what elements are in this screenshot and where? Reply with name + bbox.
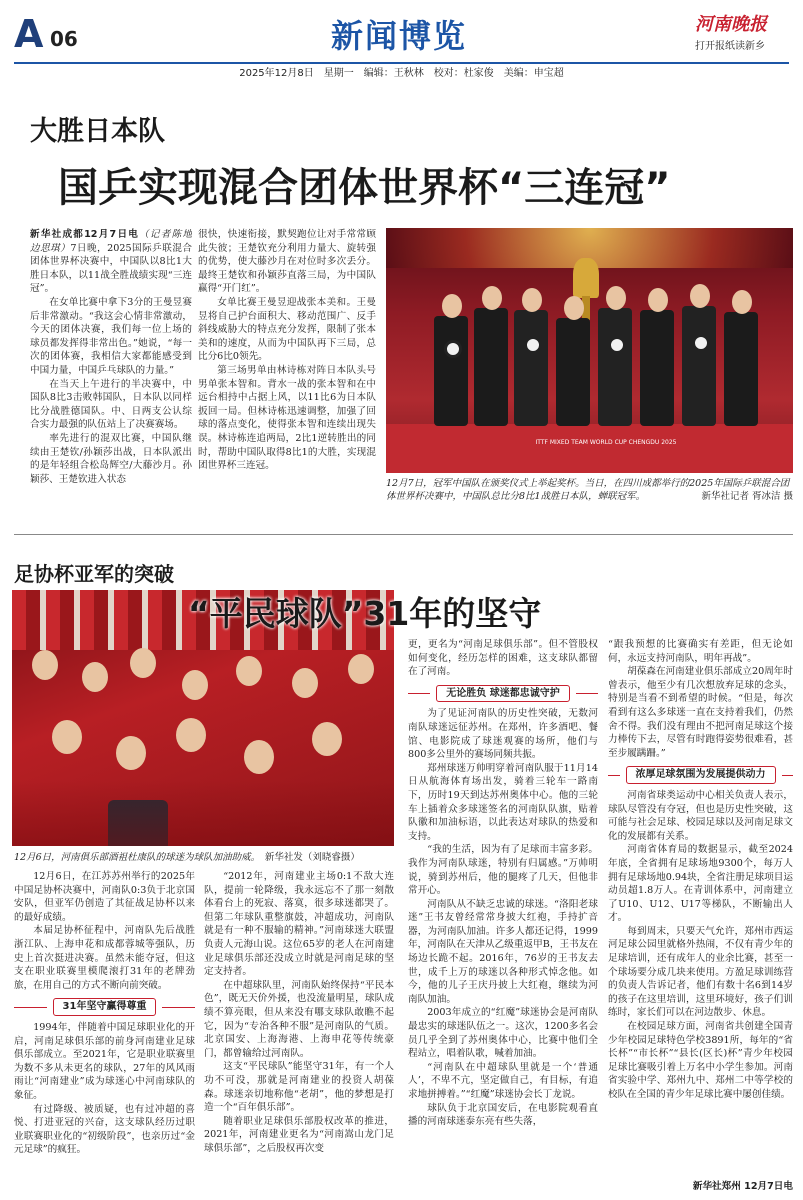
masthead (14, 12, 789, 62)
subhead-label: 浓厚足球氛围为发展提供动力 (626, 766, 776, 784)
story2-caption (14, 851, 394, 864)
story1-caption-credit: 新华社记者 胥冰洁 摄 (701, 491, 793, 502)
story2-p7: 这支“平民球队”能坚守31年，有一个人功不可没，那就是河南建业的投资人胡葆森。球迷亲切地称他“老胡”，他的梦想是打造一个“百年俱乐部”。 (204, 1061, 394, 1114)
player-head (606, 286, 626, 310)
paper-logo: 河南晚报 (695, 14, 767, 35)
section-title: 新闻博览 (330, 17, 467, 55)
story2-caption-text: 12月6日，河南俱乐部酒祖杜康队的球迷为球队加油助威。 (14, 852, 256, 863)
story2-p5: “2012年，河南建业主场0:1不敌大连队，提前一轮降级，我永远忘不了那一刻散体看台上的死寂、落寞，很多球迷都哭了。但第二年球队重整旗鼓，冲超成功，河南队就是有一种不服输的精神。”河南球迷大联盟负责人元海山说。这位65岁的老人在河南建业足球俱乐部还没成立时就是河南足球的坚定支持者。 (204, 871, 394, 978)
story2-p21: 每到周末，只要天气允许，郑州市西运河足球公园里就格外热闹，不仅有青少年的足球培训，还有成年人的业余比赛，甚至一个球场要分成几块来使用。方盈足球训练营的负责人告诉记者，他们有数十名6到14岁的孩子在这里培训，这里环境好，孩子们训练时，家长们可以在河边散步、休息。 (608, 925, 793, 1019)
story2-p19: 河南省球类运动中心相关负责人表示，球队尽管没有夺冠，但也是历史性突破，这可能与社会足球、校园足球以及河南足球文化的发展都有关系。 (608, 789, 793, 842)
story2-subhead3 (608, 766, 793, 784)
player (556, 318, 590, 426)
story1-reporter: （记者陈地 边思琪） (30, 229, 192, 254)
story2-p6: 在中超球队里，河南队始终保持“平民本色”，既无天价外援，也没流量明星，球队成绩不算亮眼，但从来没有哪支球队敢瞧不起它，因为“专治各种不服”是河南队的气质。北京国安、上海海港、上海申花等传统豪门，都曾输给过河南队。 (204, 979, 394, 1059)
story-divider (14, 534, 793, 535)
story2-headline: “平民球队”31年的坚守 (188, 594, 542, 633)
story2-p8: 随着职业足球俱乐部股权改革的推进，2021年，河南建业更名为“河南嵩山龙门足球俱乐部”，之后股权再次变 (204, 1115, 394, 1154)
story1-caption (386, 477, 793, 503)
page-number: 06 (50, 27, 78, 51)
story2-p17: “跟我预想的比赛确实有差距，但无论如何，永远支持河南队，明年再战”。 (608, 639, 793, 664)
photo-shade (12, 780, 394, 846)
story2-p13: 河南队从不缺乏忠诚的球迷。“洛阳老球迷”王书友曾经常常身披大红袍，手持扩音器，为河南队加油。许多人都还记得，1999年，河南队在天津从乙级重返甲B，王书友在场边长跪不起。2016年，76岁的王书友去世，成千上万的球迷以各种形式悼念他。如今，他的儿子王庆丹披上大红袍，继续为河南队加油。 (408, 898, 598, 1005)
story1-p3: 在当天上午进行的半决赛中，中国队8比3击败韩国队，日本队以同样比分战胜德国队。中、日两支公认综合实力最强的队伍站上了决赛赛场。 (30, 378, 192, 431)
story2-p16: 球队负于北京国安后，在电影院观看直播的河南球迷泰东亮有些失落， (408, 1102, 598, 1128)
panda-mascot-icon (444, 340, 462, 358)
player-head (522, 288, 542, 312)
story2-p3: 1994年，伴随着中国足球职业化的开启，河南足球俱乐部的前身河南建业足球俱乐部成立。至2021年，它是职业联赛里为数不多从未更名的球队，27年的风风雨雨让“河南建业”成为球迷心中河南球队的象征。 (14, 1021, 195, 1101)
story2-col3 (408, 638, 598, 1196)
fan-head (236, 656, 262, 686)
story1-caption-text: 12月7日，冠军中国队在颁奖仪式上举起奖杯。当日，在四川成都举行的2025年国际乒联混合团体世界杯决赛中，中国队总比分8比1战胜日本队，蝉联冠军。 (386, 478, 790, 502)
fan-head (116, 736, 146, 770)
player (514, 310, 548, 426)
player (598, 308, 632, 426)
story2-p9: 更，更名为“河南足球俱乐部”。但不管股权如何变化，经历怎样的困难，这支球队都留在了河南。 (408, 639, 598, 678)
fan-head (312, 722, 342, 756)
dateline: 2025年12月8日 星期一 编辑：王秋林 校对：杜家俊 美编：申宝超 (239, 68, 564, 79)
subhead-label: 31年坚守赢得尊重 (53, 998, 157, 1016)
story1-p7: 第三场男单由林诗栋对阵日本队头号男单张本智和。背水一战的张本智和在中远台相持中占据上风，以11比6为日本队扳回一局。但林诗栋迅速调整，加强了回球的落点变化，使得张本智和连续出现失误。林诗栋连追两局，2比1逆转胜出的同时，帮助中国队取得8比1的大胜，实现混团世界杯三连冠。 (198, 364, 376, 472)
story2-p2: 本届足协杯征程中，河南队先后战胜浙江队、上海申花和成都蓉城等强队，历史上首次挺进决赛。虽然未能夺冠，但这支在职业联赛里模爬滚打31年的老牌劲旅，在用自己的方式不断向前突破。 (14, 925, 195, 991)
story1-p2: 在女单比赛中拿下3分的王曼昱赛后非常激动。“我这会心情非常激动，今天的团体决赛，我们每一位上场的球员都发挥得非常出色。”她说，“每一次的团体赛，我相信大家都能感受到中国力量，中国乒乓球队的力量。” (30, 296, 192, 376)
story2-subhead2 (408, 685, 598, 703)
story1-photo (386, 228, 793, 473)
player-head (564, 296, 584, 320)
story1-p4: 率先进行的混双比赛，中国队继续由王楚钦/孙颖莎出战，日本队派出的是年轻组合松岛辉空/大藤沙月。孙颖莎、王楚钦进入状态 (30, 432, 192, 485)
player (434, 316, 468, 426)
fan-head (130, 648, 156, 678)
story2-caption-credit: 新华社发（刘晓睿摄） (264, 852, 360, 863)
panda-mascot-icon (524, 336, 542, 354)
story2-p22: 在校园足球方面，河南省共创建全国青少年校园足球特色学校3891所，每年的“省长杯”“市长杯”“县长(区长)杯”青少年校园足球比赛吸引着上万名中小学生参加。河南省实验中学、郑州九中、郑州二中等学校的校队在全国的青少年足球比赛中屡创佳绩。 (608, 1021, 793, 1100)
story2-col1 (14, 870, 195, 1196)
story2-p15: “河南队在中超球队里就是一个‘普通人’，不卑不亢，坚定做自己，有目标，有追求地拼搏着。”“红魔”球迷协会长丁龙说。 (408, 1061, 598, 1100)
story2-p10: 为了见证河南队的历史性突破，无数河南队球迷远征苏州。在郑州，许多酒吧、餐馆、电影院成了球迷观赛的场所，他们与800多公里外的赛场同频共振。 (408, 708, 598, 761)
photo-banner: ITTF MIXED TEAM WORLD CUP CHENGDU 2025 (535, 439, 677, 446)
fan-head (182, 670, 208, 700)
player-head (482, 286, 502, 310)
player-head (732, 290, 752, 314)
story1-p6: 女单比赛王曼昱迎战张本美和。王曼昱将自己护台面积大、移动范围广、反手斜线威胁大的特点充分发挥，限制了张本美和的速度，从而为中国队再下三局，总比分6比0领先。 (198, 296, 376, 363)
story1-kicker: 大胜日本队 (30, 116, 165, 147)
story1-col1 (30, 228, 192, 526)
fan-head (82, 662, 108, 692)
player-head (648, 288, 668, 312)
subhead-label: 无论胜负 球迷都忠诚守护 (436, 685, 569, 703)
story2-p4: 有过降级、被质疑，也有过冲超的喜悦、打进亚冠的兴奋，这支球队经历过职业联赛职业化的“初级阶段”，也亲历过“金元足球”的疯狂。 (14, 1103, 195, 1156)
fan-head (176, 718, 206, 752)
story1-headline: 国乒实现混合团体世界杯“三连冠” (58, 165, 671, 211)
story1-dateline: 新华社成都12月7日电 (30, 229, 140, 240)
story1-p5: 很快，快速衔接，默契跑位让对手常常顾此失彼；王楚钦充分利用力量大、旋转强的优势，使大藤沙月在对位时多次丢分。最终王楚钦和孙颖莎直落三局，为中国队赢得“开门红”。 (198, 229, 376, 295)
story2-col2 (204, 870, 394, 1196)
page-letter: A (14, 12, 44, 56)
story2-p11: 郑州球迷万帅明穿着河南队服于11月14日从航海体育场出发，骑着三轮车一路南下，历时19天到达苏州奥体中心。他的三轮车上插着众多球迷签名的河南队队旗，贴着队徽和加油标语，以此表达对球队的热爱和支持。 (408, 762, 598, 842)
fan-head (348, 654, 374, 684)
story2-p20: 河南省体育局的数据显示，截至2024年底，全省拥有足球场地9300个，每万人拥有足球场地0.94块，全省注册足球项目运动员超1.8万人。在青训体系中，河南建立了U10、U12、U17等梯队，不断输出人才。 (608, 844, 793, 924)
fan-head (52, 720, 82, 754)
story2-p12: “我的生活，因为有了足球而丰富多彩。我作为河南队球迷，特别有归属感。”万帅明说，骑到苏州后，他的腿疼了几天，但他非常开心。 (408, 844, 598, 897)
masthead-rule (14, 62, 789, 64)
fan-head (32, 650, 58, 680)
story1-col2 (198, 228, 376, 526)
paper-slogan: 打开报纸读新乡 (695, 41, 765, 52)
trophy (573, 258, 599, 298)
story2-p18: 胡葆森在河南建业俱乐部成立20周年时曾表示，他至少有几次想放弃足球的念头，特别是当看不到希望的时候。“但是，每次看到有这么多球迷一直在支持着我们，仍然舍不得。我们没有理由不把河南足球这个接力棒传下去，尽管有时跑得姿势很难看，甚至步履蹒跚。” (608, 666, 793, 759)
player (640, 310, 674, 426)
panda-mascot-icon (608, 336, 626, 354)
player (682, 306, 716, 426)
player (724, 312, 758, 426)
player-head (442, 294, 462, 318)
player-head (690, 284, 710, 308)
fan-head (292, 668, 318, 698)
fan-head (244, 740, 274, 774)
story2-p1: 12月6日，在江苏苏州举行的2025年中国足协杯决赛中，河南队0:3负于北京国安队，但亚军仍创造了其征战足协杯以来的最好成绩。 (14, 871, 195, 923)
story2-kicker: 足协杯亚军的突破 (14, 562, 174, 586)
story1-p1: 7日晚，2025国际乒联混合团体世界杯决赛中，中国队以8比1大胜日本队，以11战全胜战绩实现“三连冠”。 (30, 242, 192, 295)
player (474, 308, 508, 426)
story2-subhead1 (14, 998, 195, 1016)
story2-p14: 2003年成立的“红魔”球迷协会是河南队最忠实的球迷队伍之一。这次，1200多名会员几乎全到了苏州奥体中心，比赛中他们全程站立，唱着队歌，喊着加油。 (408, 1007, 598, 1060)
photo-stage (386, 424, 793, 473)
story2-col4 (608, 638, 793, 1180)
story2-footer-credit: 新华社郑州 12月7日电 (692, 1181, 793, 1192)
panda-mascot-icon (692, 334, 710, 352)
